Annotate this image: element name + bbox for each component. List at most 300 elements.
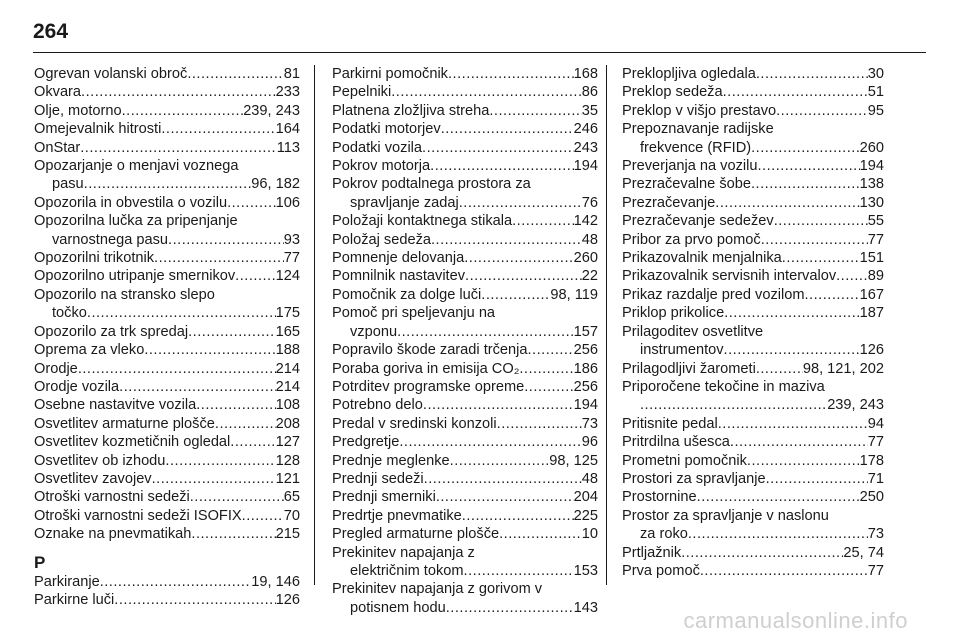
page-reference: 239, 243	[243, 102, 300, 119]
dot-leader	[190, 488, 284, 506]
index-column-1	[34, 65, 300, 609]
dot-leader	[751, 175, 860, 193]
index-entry-line	[622, 286, 884, 304]
index-entry-line	[332, 433, 598, 451]
dot-leader	[805, 286, 860, 304]
index-term: Pepelniki	[332, 84, 392, 101]
dot-leader	[489, 102, 581, 120]
page-reference: 77	[283, 250, 300, 267]
index-term: Prednje meglenke	[332, 452, 450, 469]
index-entry	[34, 525, 300, 543]
index-term: Osvetlitev ob izhodu	[34, 452, 166, 469]
index-entry-line	[332, 415, 598, 433]
dot-leader	[152, 470, 276, 488]
page-reference: 194	[573, 397, 598, 414]
page-reference: 188	[275, 342, 300, 359]
page-reference: 77	[867, 434, 884, 451]
index-column-3	[622, 65, 884, 580]
index-term: Preklop v višjo prestavo	[622, 102, 777, 119]
index-term: Podatki vozila	[332, 139, 423, 156]
index-entry-line	[622, 120, 884, 138]
index-term: Prostornine	[622, 489, 697, 506]
index-entry	[622, 323, 884, 360]
index-entry	[332, 231, 598, 249]
index-entry-line	[622, 525, 884, 543]
page-reference: 77	[867, 562, 884, 579]
index-term: potisnem hodu	[350, 599, 446, 616]
dot-leader	[191, 525, 275, 543]
index-entry-line	[332, 323, 598, 341]
index-entry-line	[34, 573, 300, 591]
index-entry	[622, 360, 884, 378]
index-entry	[622, 120, 884, 157]
dot-leader	[776, 102, 868, 120]
dot-leader	[766, 470, 868, 488]
index-entry	[622, 470, 884, 488]
index-entry-line	[622, 470, 884, 488]
index-term: Parkirne luči	[34, 591, 115, 608]
index-entry-line	[622, 102, 884, 120]
section-letter: P	[34, 552, 46, 572]
index-term: za roko	[640, 526, 688, 543]
index-term: Prednji smerniki	[332, 489, 436, 506]
index-term: Prezračevanje	[622, 194, 716, 211]
index-entry-line	[34, 120, 300, 138]
index-entry-line	[622, 157, 884, 175]
dot-leader	[497, 415, 582, 433]
page-reference: 239, 243	[827, 397, 884, 414]
page-reference: 151	[859, 250, 884, 267]
page-reference: 175	[275, 305, 300, 322]
dot-leader	[446, 599, 574, 617]
dot-leader	[465, 267, 582, 285]
page-reference: 246	[573, 121, 598, 138]
index-entry	[622, 267, 884, 285]
page-reference: 48	[581, 470, 598, 487]
index-entry-line	[34, 360, 300, 378]
index-term: Oprema za vleko	[34, 342, 145, 359]
page-reference: 71	[867, 470, 884, 487]
index-entry	[34, 120, 300, 138]
index-entry-line	[622, 323, 884, 341]
dot-leader	[640, 396, 827, 414]
index-entry-line	[34, 507, 300, 525]
page-reference: 186	[573, 360, 598, 377]
page-reference: 153	[573, 562, 598, 579]
page-reference: 106	[275, 194, 300, 211]
index-entry	[622, 562, 884, 580]
index-term: pasu	[52, 176, 84, 193]
index-entry-line	[332, 157, 598, 175]
index-entry-line	[332, 83, 598, 101]
index-entry-line	[34, 452, 300, 470]
dot-leader	[154, 249, 284, 267]
page-reference: 187	[859, 305, 884, 322]
dot-leader	[235, 267, 275, 285]
index-entry	[34, 433, 300, 451]
index-entry	[34, 102, 300, 120]
page-reference: 25, 74	[843, 544, 884, 561]
page-reference: 113	[276, 139, 300, 156]
page-reference: 98, 125	[549, 452, 598, 469]
index-entry	[332, 488, 598, 506]
index-entry-line	[332, 599, 598, 617]
index-entry-line	[622, 304, 884, 322]
dot-leader	[724, 341, 860, 359]
index-entry	[622, 102, 884, 120]
index-term: Preklopljiva ogledala	[622, 66, 756, 82]
index-entry-line	[34, 231, 300, 249]
dot-leader	[761, 231, 868, 249]
index-entry-line	[622, 544, 884, 562]
index-term: Prikaz razdalje pred vozilom	[622, 286, 805, 303]
index-term: Prostor za spravljanje v naslonu	[622, 507, 829, 524]
index-entry	[34, 396, 300, 414]
index-entry-line	[34, 341, 300, 359]
column-divider	[314, 65, 315, 585]
index-entry	[34, 267, 300, 285]
index-entry-line	[34, 470, 300, 488]
page-reference: 30	[867, 66, 884, 82]
page-reference: 89	[867, 268, 884, 285]
index-entry-line	[332, 525, 598, 543]
index-entry	[332, 267, 598, 285]
dot-leader	[431, 231, 582, 249]
index-term: Preverjanja na vozilu	[622, 158, 758, 175]
page-reference: 70	[283, 507, 300, 524]
index-entry-line	[622, 415, 884, 433]
index-entry	[622, 488, 884, 506]
dot-leader	[84, 175, 252, 193]
index-entry	[34, 323, 300, 341]
index-entry	[622, 83, 884, 101]
page-reference: 81	[283, 66, 300, 82]
index-entry	[332, 396, 598, 414]
index-term: Pomočnik za dolge luči	[332, 286, 482, 303]
page-reference: 86	[581, 84, 598, 101]
index-term: Opozorilna lučka za pripenjanje	[34, 213, 238, 230]
dot-leader	[188, 323, 276, 341]
index-term: instrumentov	[640, 342, 724, 359]
index-term: Pritisnite pedal	[622, 415, 718, 432]
index-entry-line	[34, 83, 300, 101]
dot-leader	[464, 249, 573, 267]
index-entry	[622, 433, 884, 451]
index-entry-line	[34, 304, 300, 322]
page-reference: 126	[859, 342, 884, 359]
index-entry	[34, 249, 300, 267]
index-term: Orodje vozila	[34, 378, 120, 395]
index-entry	[34, 360, 300, 378]
index-entry	[622, 286, 884, 304]
page-reference: 250	[859, 489, 884, 506]
index-term: Pomnenje delovanja	[332, 250, 465, 267]
index-entry	[34, 212, 300, 249]
index-entry-line	[34, 194, 300, 212]
dot-leader	[122, 102, 244, 120]
index-entry	[332, 341, 598, 359]
index-term: Prezračevanje sedežev	[622, 213, 774, 230]
index-term: Pribor za prvo pomoč	[622, 231, 761, 248]
index-term: Omejevalnik hitrosti	[34, 121, 162, 138]
dot-leader	[730, 433, 868, 451]
index-term: varnostnega pasu	[52, 231, 169, 248]
index-term: Položaj sedeža	[332, 231, 431, 248]
index-entry-line	[34, 286, 300, 304]
index-entry	[332, 470, 598, 488]
page-reference: 48	[581, 231, 598, 248]
page-reference: 124	[275, 268, 300, 285]
page-reference: 126	[275, 591, 300, 608]
index-entry	[332, 212, 598, 230]
index-entry-line	[34, 525, 300, 543]
index-term: Prometni pomočnik	[622, 452, 747, 469]
dot-leader	[78, 360, 276, 378]
index-entry-line	[622, 396, 884, 414]
index-entry-line	[34, 102, 300, 120]
index-entry-line	[622, 360, 884, 378]
dot-leader	[242, 507, 284, 525]
index-entry	[34, 591, 300, 609]
index-term: Pokrov podtalnega prostora za	[332, 176, 531, 193]
index-entry	[34, 157, 300, 194]
index-entry-line	[34, 323, 300, 341]
dot-leader	[499, 525, 582, 543]
page-reference: 128	[275, 452, 300, 469]
dot-leader	[399, 433, 581, 451]
index-term: Prikazovalnik menjalnika	[622, 250, 782, 267]
index-entry-line	[34, 249, 300, 267]
index-entry	[622, 194, 884, 212]
index-entry-line	[332, 452, 598, 470]
index-entry	[332, 452, 598, 470]
dot-leader	[481, 286, 550, 304]
index-term: Pregled armaturne plošče	[332, 526, 500, 543]
page-reference: 164	[275, 121, 300, 138]
index-entry-line	[332, 65, 598, 83]
index-entry	[34, 139, 300, 157]
dot-leader	[119, 378, 275, 396]
index-term: Pokrov motorja	[332, 158, 431, 175]
index-entry	[34, 378, 300, 396]
dot-leader	[424, 470, 582, 488]
index-term: Prva pomoč	[622, 562, 700, 579]
dot-leader	[688, 525, 868, 543]
dot-leader	[430, 157, 574, 175]
dot-leader	[723, 83, 868, 101]
page-reference: 35	[581, 102, 598, 119]
index-entry-line	[622, 231, 884, 249]
index-term: Potrebno delo	[332, 397, 423, 414]
index-term: OnStar	[34, 139, 81, 156]
dot-leader	[436, 488, 574, 506]
page-reference: 165	[275, 323, 300, 340]
index-term: Parkirni pomočnik	[332, 66, 448, 82]
dot-leader	[196, 396, 275, 414]
index-entry-line	[34, 488, 300, 506]
index-term: Priklop prikolice	[622, 305, 725, 322]
page-reference: 194	[859, 158, 884, 175]
index-entry	[332, 249, 598, 267]
index-term: Prekinitev napajanja z gorivom v	[332, 581, 543, 598]
index-entry	[332, 415, 598, 433]
dot-leader	[227, 194, 276, 212]
index-term: Popravilo škode zaradi trčenja	[332, 342, 528, 359]
dot-leader	[423, 396, 574, 414]
index-entry-line	[622, 175, 884, 193]
index-term: Prekinitev napajanja z	[332, 544, 475, 561]
dot-leader	[80, 139, 277, 157]
index-entry-line	[332, 544, 598, 562]
index-entry-line	[34, 591, 300, 609]
index-term: Pomnilnik nastavitev	[332, 268, 466, 285]
index-entry-line	[332, 212, 598, 230]
index-term: Prilagoditev osvetlitve	[622, 323, 764, 340]
page-reference: 76	[581, 194, 598, 211]
dot-leader	[215, 415, 276, 433]
page-reference: 178	[859, 452, 884, 469]
index-entry	[34, 65, 300, 83]
page-reference: 260	[573, 250, 598, 267]
index-entry-line	[332, 562, 598, 580]
index-entry	[332, 360, 598, 378]
dot-leader	[715, 194, 859, 212]
index-term: Prepoznavanje radijske	[622, 121, 774, 138]
page-reference: 142	[573, 213, 598, 230]
index-term: Opozorilo na stransko slepo	[34, 286, 215, 303]
index-entry-line	[622, 562, 884, 580]
index-column-2	[332, 65, 598, 617]
index-entry-line	[622, 433, 884, 451]
page-reference: 157	[573, 323, 598, 340]
dot-leader	[165, 452, 275, 470]
index-entry	[34, 415, 300, 433]
index-entry-line	[622, 267, 884, 285]
index-term: Pritrdilna ušesca	[622, 434, 730, 451]
dot-leader	[397, 323, 574, 341]
page-reference: 51	[867, 84, 884, 101]
dot-leader	[422, 139, 574, 157]
dot-leader	[747, 452, 860, 470]
index-entry	[622, 304, 884, 322]
dot-leader	[230, 433, 275, 451]
dot-leader	[774, 212, 868, 230]
index-term: Otroški varnostni sedeži	[34, 489, 190, 506]
index-term: Podatki motorjev	[332, 121, 441, 138]
index-entry-line	[622, 341, 884, 359]
header-rule	[33, 52, 926, 53]
index-entry	[622, 378, 884, 415]
page-reference: 194	[573, 158, 598, 175]
index-term: Preklop sedeža	[622, 84, 723, 101]
page-reference: 65	[283, 489, 300, 506]
index-entry-line	[622, 378, 884, 396]
index-entry-line	[34, 139, 300, 157]
index-entry-line	[332, 194, 598, 212]
index-entry-line	[332, 396, 598, 414]
dot-leader	[441, 120, 574, 138]
index-term: Opozorila in obvestila o vozilu	[34, 194, 228, 211]
index-term: Osebne nastavitve vozila	[34, 397, 197, 414]
index-entry-line	[622, 249, 884, 267]
index-entry	[34, 341, 300, 359]
index-entry	[622, 231, 884, 249]
page-reference: 77	[867, 231, 884, 248]
index-term: vzponu	[350, 323, 398, 340]
index-entry	[622, 212, 884, 230]
index-term: Pomoč pri speljevanju na	[332, 305, 496, 322]
index-entry	[332, 433, 598, 451]
dot-leader	[450, 452, 550, 470]
page-reference: 214	[275, 360, 300, 377]
index-entry	[332, 580, 598, 617]
index-term: frekvence (RFID)	[640, 139, 752, 156]
dot-leader	[756, 360, 803, 378]
dot-leader	[464, 562, 574, 580]
index-entry-line	[332, 102, 598, 120]
index-term: Poraba goriva in emisija CO₂	[332, 360, 520, 377]
index-term: Opozorilno utripanje smernikov	[34, 268, 236, 285]
page-reference: 96, 182	[251, 176, 300, 193]
page-reference: 243	[573, 139, 598, 156]
index-term: Prostori za spravljanje	[622, 470, 766, 487]
index-term: električnim tokom	[350, 562, 464, 579]
page-reference: 130	[859, 194, 884, 211]
index-entry	[332, 102, 598, 120]
index-term: Opozorilni trikotnik	[34, 250, 155, 267]
dot-leader	[724, 304, 859, 322]
index-entry-line	[622, 507, 884, 525]
index-entry-line	[34, 433, 300, 451]
index-entry	[622, 157, 884, 175]
index-entry	[332, 507, 598, 525]
index-entry	[34, 194, 300, 212]
page-reference: 19, 146	[251, 573, 300, 590]
index-entry	[622, 507, 884, 544]
index-entry-line	[34, 157, 300, 175]
dot-leader	[391, 83, 582, 101]
dot-leader	[756, 65, 868, 83]
index-entry-line	[622, 212, 884, 230]
index-entry	[34, 470, 300, 488]
index-entry	[332, 65, 598, 83]
dot-leader	[81, 83, 276, 101]
index-entry	[34, 452, 300, 470]
index-term: Parkiranje	[34, 573, 100, 590]
index-term: Potrditev programske opreme	[332, 378, 525, 395]
index-entry-line	[34, 175, 300, 193]
index-entry	[332, 286, 598, 304]
index-entry	[332, 120, 598, 138]
index-entry-line	[332, 267, 598, 285]
index-entry	[332, 525, 598, 543]
index-entry-line	[332, 580, 598, 598]
index-entry-line	[34, 396, 300, 414]
index-entry-line	[332, 286, 598, 304]
page-reference: 214	[275, 378, 300, 395]
index-term: Opozorilo za trk spredaj	[34, 323, 189, 340]
dot-leader	[168, 231, 284, 249]
dot-leader	[681, 544, 843, 562]
page-reference: 94	[867, 415, 884, 432]
index-term: spravljanje zadaj	[350, 194, 459, 211]
index-entry-line	[332, 360, 598, 378]
dot-leader	[519, 360, 573, 378]
index-entry-line	[332, 231, 598, 249]
dot-leader	[782, 249, 860, 267]
page-reference: 73	[867, 526, 884, 543]
page-reference: 22	[581, 268, 598, 285]
